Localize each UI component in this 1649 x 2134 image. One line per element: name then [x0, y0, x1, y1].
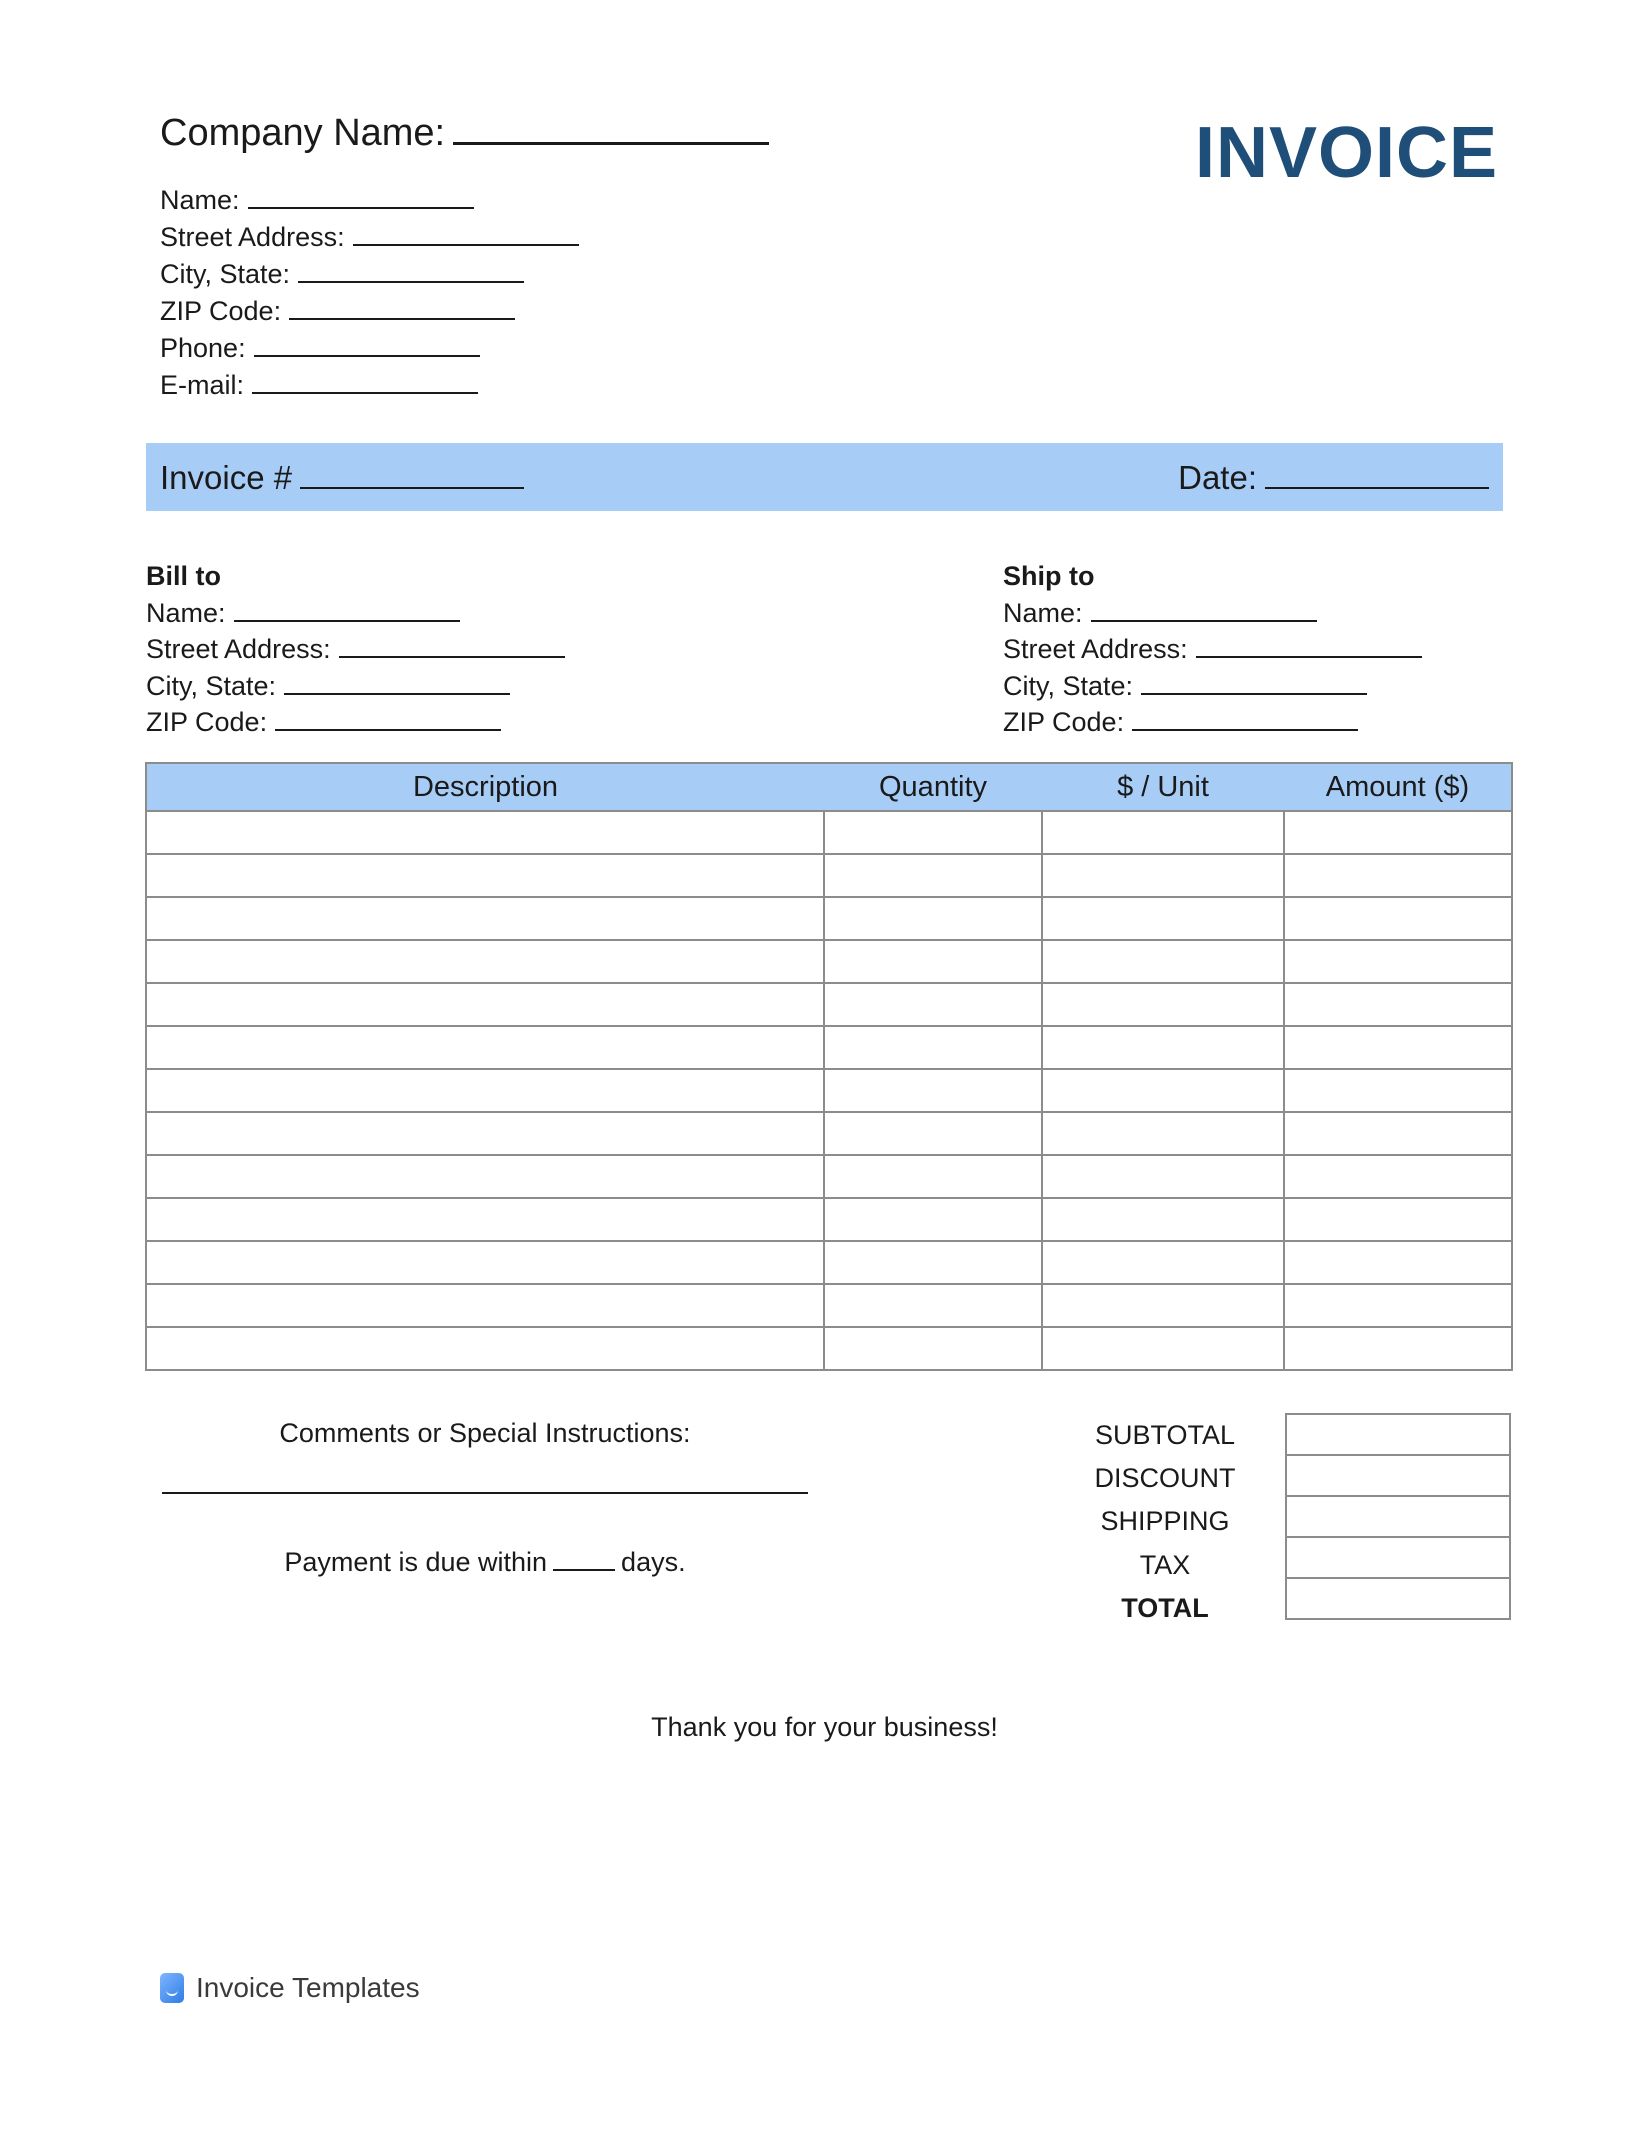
cell-quantity[interactable] — [824, 854, 1042, 897]
tax-label: TAX — [1139, 1549, 1191, 1580]
cell-amount[interactable] — [1284, 1198, 1512, 1241]
table-row — [146, 983, 1512, 1026]
cell-description[interactable] — [146, 1198, 824, 1241]
column-header-quantity: Quantity — [824, 763, 1042, 811]
cell-quantity[interactable] — [824, 811, 1042, 854]
ship-to-section — [1003, 558, 1422, 741]
cell-description[interactable] — [146, 1026, 824, 1069]
cell-quantity[interactable] — [824, 1198, 1042, 1241]
ship-to-name-field[interactable]: Name: — [1003, 595, 1422, 632]
ship-to-heading: Ship to — [1003, 561, 1095, 591]
cell-description[interactable] — [146, 1155, 824, 1198]
ship-to-street-field[interactable]: Street Address: — [1003, 631, 1422, 668]
payment-terms — [160, 1547, 810, 1578]
cell-unit-price[interactable] — [1042, 940, 1284, 983]
cell-unit-price[interactable] — [1042, 854, 1284, 897]
cell-unit-price[interactable] — [1042, 1284, 1284, 1327]
bill-to-zip-field[interactable]: ZIP Code: — [146, 704, 565, 741]
invoice-number-band — [146, 443, 1503, 511]
cell-quantity[interactable] — [824, 1327, 1042, 1370]
cell-unit-price[interactable] — [1042, 1241, 1284, 1284]
cell-quantity[interactable] — [824, 1069, 1042, 1112]
invoice-number-label: Invoice # — [160, 459, 293, 496]
bill-to-city-field[interactable]: City, State: — [146, 668, 565, 705]
table-row — [146, 1112, 1512, 1155]
cell-description[interactable] — [146, 1069, 824, 1112]
subtotal-value-cell[interactable] — [1286, 1414, 1510, 1455]
thank-you-message: Thank you for your business! — [651, 1712, 998, 1742]
company-name-field[interactable] — [160, 112, 769, 155]
cell-unit-price[interactable] — [1042, 1327, 1284, 1370]
total-value-cell[interactable] — [1286, 1578, 1510, 1619]
payment-terms-suffix: days. — [621, 1547, 686, 1577]
sender-info — [160, 182, 579, 404]
table-row — [146, 811, 1512, 854]
sender-phone-field[interactable]: Phone: — [160, 330, 579, 367]
ship-to-zip-field[interactable]: ZIP Code: — [1003, 704, 1422, 741]
table-row — [146, 897, 1512, 940]
company-name-blank[interactable] — [453, 112, 769, 145]
cell-quantity[interactable] — [824, 983, 1042, 1026]
ship-to-city-field[interactable]: City, State: — [1003, 668, 1422, 705]
cell-amount[interactable] — [1284, 854, 1512, 897]
totals-labels — [1080, 1414, 1250, 1630]
cell-quantity[interactable] — [824, 1284, 1042, 1327]
total-label: TOTAL — [1121, 1592, 1209, 1623]
bill-to-heading: Bill to — [146, 561, 221, 591]
cell-unit-price[interactable] — [1042, 1026, 1284, 1069]
date-blank[interactable] — [1265, 459, 1489, 489]
brand-logo — [160, 1972, 420, 2004]
table-row — [146, 1284, 1512, 1327]
cell-amount[interactable] — [1284, 897, 1512, 940]
cell-description[interactable] — [146, 1112, 824, 1155]
cell-amount[interactable] — [1284, 1026, 1512, 1069]
column-header-unit-price: $ / Unit — [1042, 763, 1284, 811]
cell-quantity[interactable] — [824, 1155, 1042, 1198]
cell-description[interactable] — [146, 940, 824, 983]
cell-unit-price[interactable] — [1042, 1069, 1284, 1112]
column-header-description: Description — [146, 763, 824, 811]
cell-description[interactable] — [146, 1284, 824, 1327]
cell-unit-price[interactable] — [1042, 897, 1284, 940]
shipping-label: SHIPPING — [1100, 1506, 1230, 1537]
cell-amount[interactable] — [1284, 1327, 1512, 1370]
line-items-table — [145, 762, 1513, 1371]
table-row — [146, 1069, 1512, 1112]
payment-terms-prefix: Payment is due within — [284, 1547, 548, 1577]
comments-label: Comments or Special Instructions: — [279, 1418, 691, 1448]
sender-city-field[interactable]: City, State: — [160, 256, 579, 293]
totals-table — [1285, 1413, 1511, 1620]
cell-quantity[interactable] — [824, 1241, 1042, 1284]
cell-quantity[interactable] — [824, 1112, 1042, 1155]
cell-amount[interactable] — [1284, 940, 1512, 983]
cell-quantity[interactable] — [824, 1026, 1042, 1069]
table-row — [146, 1241, 1512, 1284]
cell-description[interactable] — [146, 983, 824, 1026]
discount-value-cell[interactable] — [1286, 1455, 1510, 1496]
comments-input-line[interactable] — [162, 1492, 808, 1494]
cell-description[interactable] — [146, 897, 824, 940]
cell-unit-price[interactable] — [1042, 811, 1284, 854]
cell-amount[interactable] — [1284, 811, 1512, 854]
payment-days-blank[interactable] — [553, 1547, 615, 1571]
cell-description[interactable] — [146, 854, 824, 897]
sender-zip-field[interactable]: ZIP Code: — [160, 293, 579, 330]
table-row — [146, 1198, 1512, 1241]
cell-amount[interactable] — [1284, 1155, 1512, 1198]
company-name-label: Company Name: — [160, 112, 446, 154]
sender-name-field[interactable]: Name: — [160, 182, 579, 219]
date-field[interactable] — [1178, 459, 1489, 497]
invoice-number-blank[interactable] — [300, 459, 524, 489]
table-header-row — [146, 763, 1512, 811]
cell-amount[interactable] — [1284, 1284, 1512, 1327]
subtotal-label: SUBTOTAL — [1094, 1420, 1236, 1450]
date-label: Date: — [1178, 459, 1257, 496]
discount-label: DISCOUNT — [1094, 1463, 1236, 1494]
cell-amount[interactable] — [1284, 983, 1512, 1026]
cell-amount[interactable] — [1284, 1241, 1512, 1284]
cell-amount[interactable] — [1284, 1112, 1512, 1155]
shipping-value-cell[interactable] — [1286, 1496, 1510, 1537]
table-row — [146, 1155, 1512, 1198]
cell-quantity[interactable] — [824, 897, 1042, 940]
invoice-number-field[interactable] — [160, 459, 524, 497]
cell-unit-price[interactable] — [1042, 983, 1284, 1026]
table-row — [146, 1026, 1512, 1069]
table-row — [146, 1327, 1512, 1370]
bill-to-street-field[interactable]: Street Address: — [146, 631, 565, 668]
invoice-title: INVOICE — [1195, 113, 1499, 193]
line-items-body — [146, 811, 1512, 1370]
cell-unit-price[interactable] — [1042, 1112, 1284, 1155]
column-header-amount: Amount ($) — [1284, 763, 1512, 811]
cell-quantity[interactable] — [824, 940, 1042, 983]
table-row — [146, 940, 1512, 983]
cell-description[interactable] — [146, 1241, 824, 1284]
invoice-templates-logo-icon — [160, 1973, 184, 2003]
cell-description[interactable] — [146, 811, 824, 854]
sender-street-field[interactable]: Street Address: — [160, 219, 579, 256]
cell-unit-price[interactable] — [1042, 1198, 1284, 1241]
cell-unit-price[interactable] — [1042, 1155, 1284, 1198]
brand-name: Invoice Templates — [196, 1972, 420, 2003]
sender-email-field[interactable]: E-mail: — [160, 367, 579, 404]
bill-to-name-field[interactable]: Name: — [146, 595, 565, 632]
cell-description[interactable] — [146, 1327, 824, 1370]
table-row — [146, 854, 1512, 897]
tax-value-cell[interactable] — [1286, 1537, 1510, 1578]
bill-to-section — [146, 558, 565, 741]
cell-amount[interactable] — [1284, 1069, 1512, 1112]
